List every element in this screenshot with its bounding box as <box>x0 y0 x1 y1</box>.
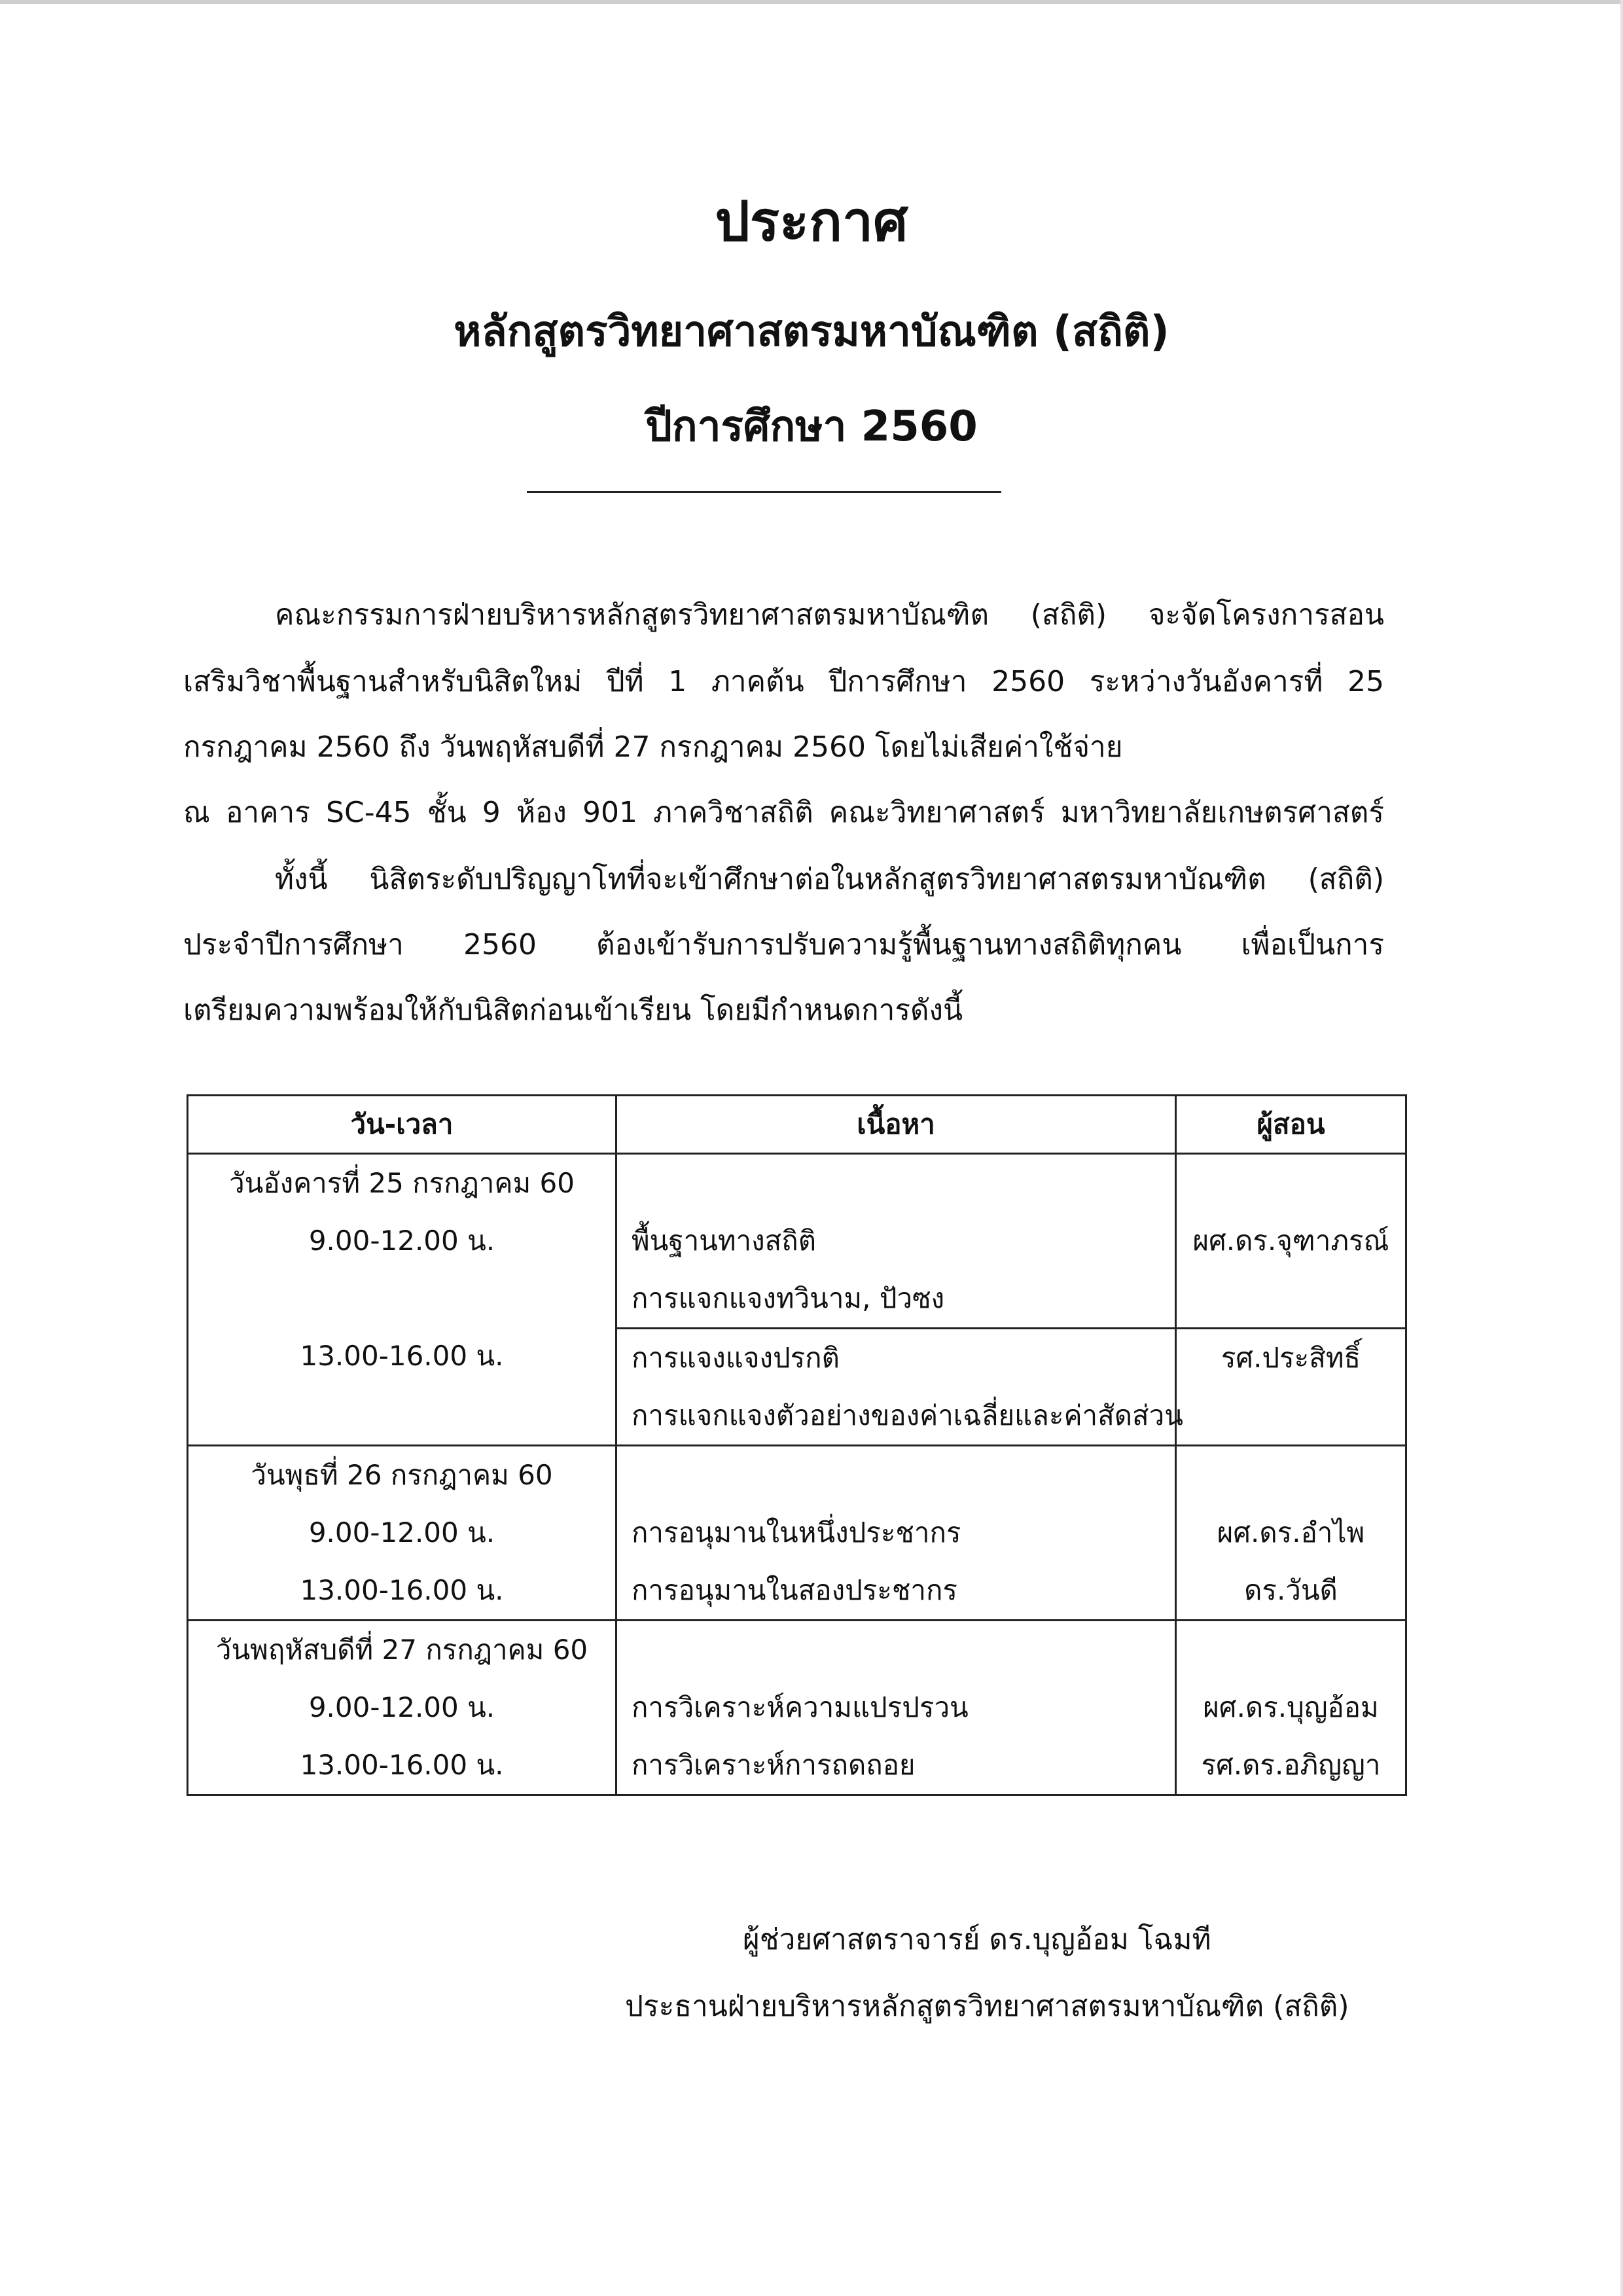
day1-morning-lecturer: ผศ.ดร.จุฑาภรณ์ <box>1192 1225 1389 1257</box>
day3-afternoon-lecturer: รศ.ดร.อภิญญา <box>1201 1749 1381 1781</box>
day1-afternoon-topic-2: การแจกแจงตัวอย่างของค่าเฉลี่ยและค่าสัดส่วน <box>632 1399 1183 1431</box>
schedule-table <box>187 1094 1407 1796</box>
paragraph-2-line-1: ทั้งนี้ นิสิตระดับปริญญาโทที่จะเข้าศึกษาต่อในหลักสูตรวิทยาศาสตรมหาบัณฑิต (สถิติ) <box>275 863 1384 896</box>
title-divider <box>527 491 1001 493</box>
day1-morning-time: 9.00-12.00 น. <box>308 1225 495 1257</box>
day3-topics <box>616 1621 1176 1795</box>
day3-time-cell <box>188 1621 616 1795</box>
day2-lecturer-cell <box>1176 1446 1406 1621</box>
paragraph-1-line-1: คณะกรรมการฝ่ายบริหารหลักสูตรวิทยาศาสตรมหาบัณฑิต (สถิติ) จะจัดโครงการสอน <box>275 598 1384 632</box>
day3-lecturer-cell <box>1176 1621 1406 1795</box>
day1-afternoon-time: 13.00-16.00 น. <box>300 1340 504 1372</box>
day3-morning-topic: การวิเคราะห์ความแปรปรวน <box>632 1691 969 1723</box>
day2-morning-time: 9.00-12.00 น. <box>308 1516 495 1549</box>
day2-afternoon-lecturer: ดร.วันดี <box>1244 1574 1338 1606</box>
day1-morning-topics <box>616 1154 1176 1329</box>
day2-morning-topic: การอนุมานในหนึ่งประชากร <box>632 1516 961 1549</box>
day3-afternoon-time: 13.00-16.00 น. <box>300 1749 504 1781</box>
day1-date: วันอังคารที่ 25 กรกฎาคม 60 <box>229 1167 575 1199</box>
header-lecturer: ผู้สอน <box>1176 1096 1406 1154</box>
day1-afternoon-lecturer: รศ.ประสิทธิ์ <box>1221 1342 1361 1374</box>
day2-time-cell <box>188 1446 616 1621</box>
header-content: เนื้อหา <box>616 1096 1176 1154</box>
academic-year: ปีการศึกษา 2560 <box>645 403 978 451</box>
day2-afternoon-topic: การอนุมานในสองประชากร <box>632 1574 957 1606</box>
day2-morning-lecturer: ผศ.ดร.อำไพ <box>1217 1516 1365 1549</box>
day1-time-cell <box>188 1154 616 1446</box>
signatory-position: ประธานฝ่ายบริหารหลักสูตรวิทยาศาสตรมหาบัณฑิต (สถิติ) <box>625 1990 1349 2023</box>
day1-afternoon-topic-1: การแจงแจงปรกติ <box>632 1342 840 1374</box>
scan-edge-top <box>0 0 1623 4</box>
day3-afternoon-topic: การวิเคราะห์การถดถอย <box>632 1749 916 1781</box>
day2-afternoon-time: 13.00-16.00 น. <box>300 1574 504 1606</box>
paragraph-2-line-2: ประจำปีการศึกษา 2560 ต้องเข้ารับการปรับความรู้พื้นฐานทางสถิติทุกคน เพื่อเป็นการ <box>183 928 1384 961</box>
day1-afternoon-topics <box>616 1329 1183 1446</box>
table-header-row <box>188 1096 1406 1154</box>
signatory-name: ผู้ช่วยศาสตราจารย์ ดร.บุญอ้อม โฉมที <box>743 1923 1211 1956</box>
day2-date: วันพุธที่ 26 กรกฎาคม 60 <box>251 1459 553 1491</box>
paragraph-1-line-3: กรกฎาคม 2560 ถึง วันพฤหัสบดีที่ 27 กรกฎาคม 2560 โดยไม่เสียค่าใช้จ่าย <box>183 730 1123 764</box>
table-row <box>188 1154 1406 1329</box>
day3-morning-lecturer: ผศ.ดร.บุญอ้อม <box>1203 1691 1379 1723</box>
day2-topics <box>616 1446 1176 1621</box>
table-row <box>188 1621 1406 1795</box>
paragraph-1-line-4: ณ อาคาร SC-45 ชั้น 9 ห้อง 901 ภาควิชาสถิติ คณะวิทยาศาสตร์ มหาวิทยาลัยเกษตรศาสตร์ <box>183 796 1384 829</box>
paragraph-2-line-3: เตรียมความพร้อมให้กับนิสิตก่อนเข้าเรียน โดยมีกำหนดการดังนี้ <box>183 994 963 1027</box>
day1-morning-topic-1: พื้นฐานทางสถิติ <box>632 1225 816 1257</box>
program-name: หลักสูตรวิทยาศาสตรมหาบัณฑิต (สถิติ) <box>454 308 1169 356</box>
announcement-title: ประกาศ <box>715 189 908 253</box>
day3-morning-time: 9.00-12.00 น. <box>308 1691 495 1723</box>
header-date-time: วัน-เวลา <box>188 1096 616 1154</box>
day1-afternoon-lecturer-cell <box>1176 1329 1406 1446</box>
paragraph-1-line-2: เสริมวิชาพื้นฐานสำหรับนิสิตใหม่ ปีที่ 1 ภาคต้น ปีการศึกษา 2560 ระหว่างวันอังคารที่ 25 <box>183 665 1384 698</box>
table-row <box>188 1446 1406 1621</box>
day1-morning-topic-2: การแจกแจงทวินาม, ปัวซง <box>632 1282 945 1314</box>
day3-date: วันพฤหัสบดีที่ 27 กรกฎาคม 60 <box>215 1634 588 1666</box>
day1-morning-lecturer-cell <box>1176 1154 1406 1329</box>
